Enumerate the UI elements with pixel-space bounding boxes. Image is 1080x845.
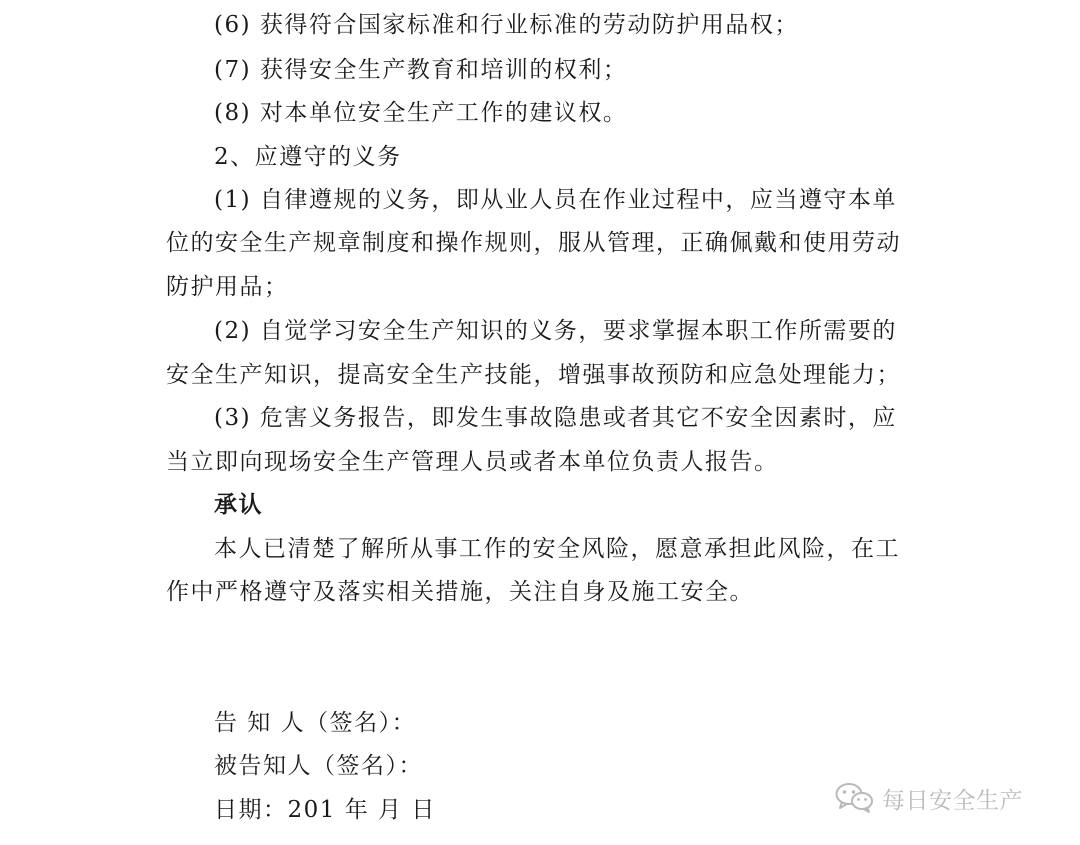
duty-item-1-line-1: (1) 自律遵规的义务，即从业人员在作业过程中，应当遵守本单 (214, 187, 897, 213)
section-heading-duties: 2、应遵守的义务 (214, 144, 402, 170)
date-label: 日期：201 年 月 日 (214, 797, 436, 823)
right-item-8: (8) 对本单位安全生产工作的建议权。 (214, 100, 628, 126)
right-item-7: (7) 获得安全生产教育和培训的权利； (214, 57, 628, 83)
duty-item-3-line-2: 当立即向现场安全生产管理人员或者本单位负责人报告。 (166, 449, 779, 475)
watermark-text: 每日安全生产 (882, 787, 1023, 814)
acknowledgement-line-2: 作中严格遵守及落实相关措施，关注自身及施工安全。 (166, 579, 754, 605)
right-item-6: (6) 获得符合国家标准和行业标准的劳动防护用品权； (214, 12, 799, 38)
acknowledgement-line-1: 本人已清楚了解所从事工作的安全风险，愿意承担此风险，在工 (214, 536, 900, 562)
acknowledgement-heading: 承认 (214, 491, 263, 518)
watermark (834, 781, 1023, 815)
informer-signature-label: 告 知 人（签名）： (214, 710, 417, 736)
duty-item-1-line-3: 防护用品； (166, 274, 289, 300)
duty-item-2-line-2: 安全生产知识，提高安全生产技能，增强事故预防和应急处理能力； (166, 362, 901, 388)
informed-signature-label: 被告知人（签名）： (214, 753, 423, 779)
wechat-icon (834, 781, 876, 815)
duty-item-3-line-1: (3) 危害义务报告，即发生事故隐患或者其它不安全因素时，应 (214, 405, 897, 431)
duty-item-1-line-2: 位的安全生产规章制度和操作规则，服从管理，正确佩戴和使用劳动 (166, 230, 901, 256)
duty-item-2-line-1: (2) 自觉学习安全生产知识的义务，要求掌握本职工作所需要的 (214, 318, 897, 344)
